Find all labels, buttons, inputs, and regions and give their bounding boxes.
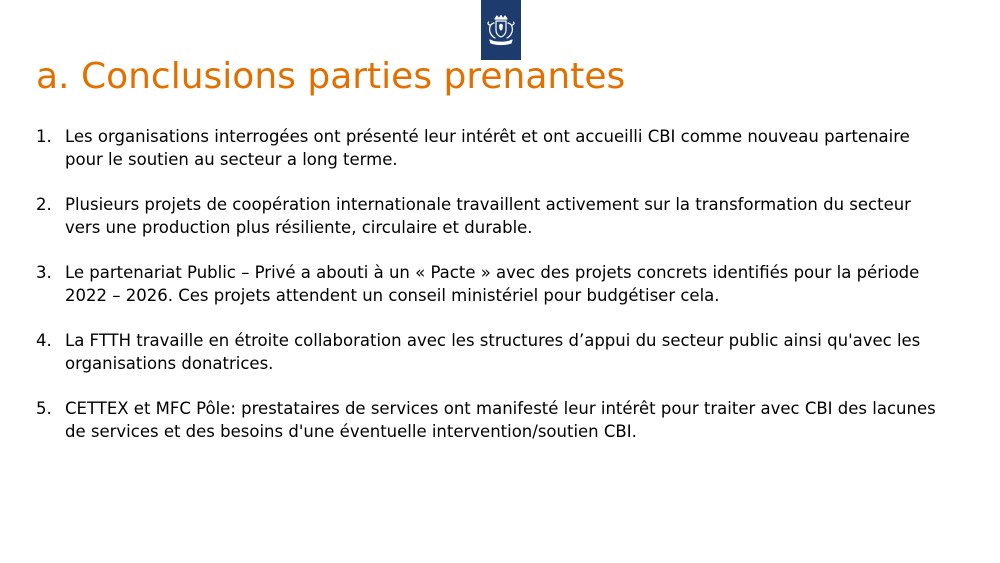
list-item-number: 4. bbox=[36, 331, 52, 350]
list-item-number: 3. bbox=[36, 263, 52, 282]
list-item bbox=[36, 330, 936, 375]
list-item bbox=[36, 262, 936, 307]
list-item bbox=[36, 126, 936, 171]
list-item-text: La FTTH travaille en étroite collaboration avec les structures d’appui du secteur public ainsi qu'avec les organisations donatrices. bbox=[65, 331, 921, 373]
list-item bbox=[36, 398, 936, 443]
list-item bbox=[36, 194, 936, 239]
list-item-text: Les organisations interrogées ont présenté leur intérêt et ont accueilli CBI comme nouveau partenaire pour le soutien au secteur a long terme. bbox=[65, 127, 910, 169]
list-item-number: 1. bbox=[36, 127, 52, 146]
list-item-text: Le partenariat Public – Privé a abouti à un « Pacte » avec des projets concrets identifiés pour la période 2022 – 2026. Ces projets attendent un conseil ministériel pour budgétiser cela. bbox=[65, 263, 920, 305]
list-item-number: 5. bbox=[36, 399, 52, 418]
netherlands-government-coat-of-arms-icon bbox=[484, 13, 518, 47]
list-item-number: 2. bbox=[36, 195, 52, 214]
list-item-text: Plusieurs projets de coopération internationale travaillent activement sur la transformation du secteur vers une production plus résiliente, circulaire et durable. bbox=[65, 195, 911, 237]
conclusions-list bbox=[36, 126, 936, 466]
government-logo bbox=[481, 0, 521, 60]
page-title: a. Conclusions parties prenantes bbox=[36, 56, 626, 97]
list-item-text: CETTEX et MFC Pôle: prestataires de services ont manifesté leur intérêt pour traiter avec CBI des lacunes de services et des besoins d'une éventuelle intervention/soutien CBI. bbox=[65, 399, 936, 441]
